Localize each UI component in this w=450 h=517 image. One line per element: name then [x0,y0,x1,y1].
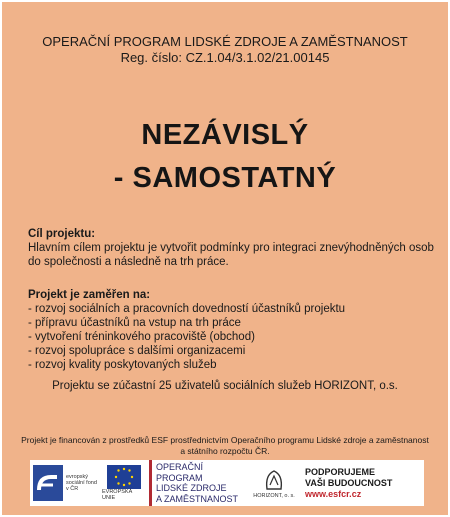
op-lzz-logo [149,460,249,506]
project-goal [28,227,438,269]
eu-flag-icon [107,465,141,489]
financing-line1: Projekt je financován z prostředků ESF prostřednictvím Operačního programu Lidské zdroje a zaměstnanost [21,435,429,445]
horizont-logo [249,460,299,506]
horizont-caption: HORIZONT, o. s. [253,493,295,499]
focus-item: - rozvoj sociálních a pracovních dovedností účastníků projektu [28,303,346,315]
focus-item: - přípravu účastníků na vstup na trh práce [28,317,241,329]
program-name: OPERAČNÍ PROGRAM LIDSKÉ ZDROJE A ZAMĚSTNANOST [42,34,408,49]
participants-note: Projektu se zúčastní 25 uživatelů sociálních služeb HORIZONT, o.s. [52,380,398,392]
goal-text: Hlavním cílem projektu je vytvořit podmínky pro integraci znevýhodněných osob do společnosti a následně na trh práce. [28,242,434,268]
project-focus [28,288,438,372]
esf-caption: evropský sociální fond v ČR [66,474,97,492]
focus-item: - vytvoření tréninkového pracoviště (obchod) [28,331,255,343]
goal-heading: Cíl projektu: [28,228,96,240]
eu-logo [102,460,146,506]
horizont-emblem-icon [263,467,285,493]
esf-mark-icon [33,465,63,501]
esf-website: www.esfcr.cz [305,489,362,499]
esf-logo [30,460,102,506]
financing-note [2,435,448,457]
focus-heading: Projekt je zaměřen na: [28,289,151,301]
support-logo [299,460,419,506]
focus-item: - rozvoj kvality poskytovaných služeb [28,359,217,371]
op-line2: LIDSKÉ ZDROJE [156,483,227,493]
eu-caption: EVROPSKÁ UNIE [102,489,133,501]
focus-item: - rozvoj spolupráce s dalšími organizacemi [28,345,246,357]
financing-line2: a státního rozpočtu ČR. [180,446,270,456]
registration-number: Reg. číslo: CZ.1.04/3.1.02/21.00145 [120,50,330,65]
op-line3: A ZAMĚSTNANOST [156,493,239,504]
logo-strip [30,460,424,506]
program-header [2,34,448,66]
project-title-line1: NEZÁVISLÝ [141,119,309,151]
op-line1: OPERAČNÍ PROGRAM [156,462,204,483]
support-line2: VAŠI BUDOUCNOST [305,478,393,488]
support-line1: PODPORUJEME [305,467,376,477]
project-title-line2: - SAMOSTATNÝ [113,162,337,194]
